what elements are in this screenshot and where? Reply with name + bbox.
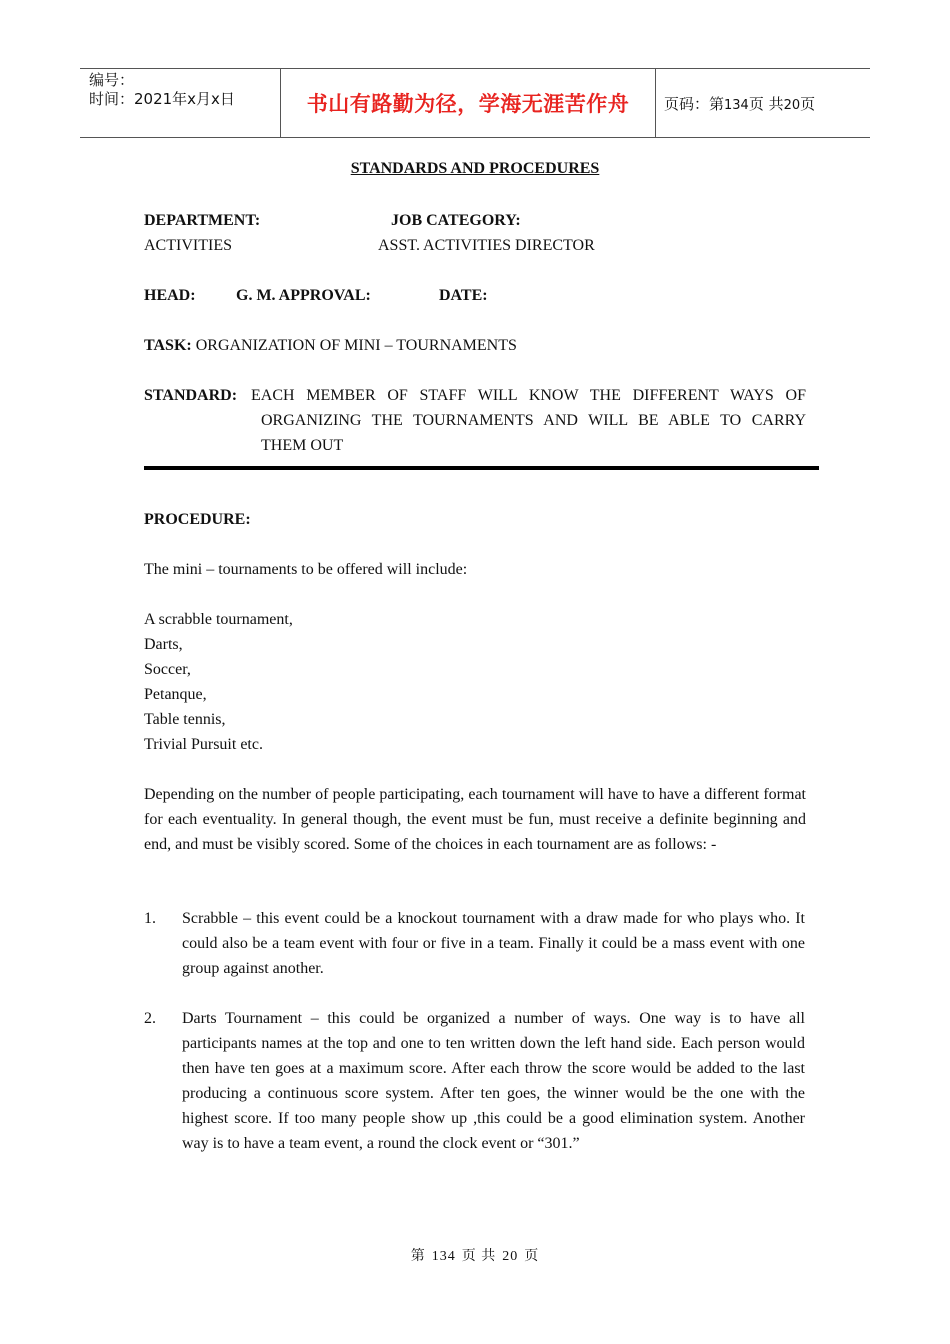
page-total: 20 [783, 97, 801, 113]
page-number: 134 [724, 97, 749, 113]
list-item: Petanque, [144, 686, 207, 703]
job-category-value: ASST. ACTIVITIES DIRECTOR [378, 237, 595, 254]
standard-line-1: EACH MEMBER OF STAFF WILL KNOW THE DIFFERENT WAYS OF [251, 387, 806, 404]
list-item: Table tennis, [144, 711, 226, 728]
footer-page: 134 [431, 1249, 456, 1264]
footer-suffix: 页 [524, 1249, 540, 1264]
time-label: 时间：2021年x月x日 [89, 90, 235, 108]
list-item: Soccer, [144, 661, 191, 678]
head-label: HEAD: [144, 287, 196, 304]
list-item: A scrabble tournament, [144, 611, 293, 628]
footer-mid: 页 共 [461, 1249, 497, 1264]
page-mid: 页 共 [748, 94, 784, 113]
footer-total: 20 [502, 1249, 519, 1264]
scrabble-item-text: Scrabble – this event could be a knockout tournament with a draw made for who plays who. It could also be a team event with four or five in a team. Finally it could be a mass event with one group against another. [182, 910, 805, 977]
format-paragraph: Depending on the number of people participating, each tournament will have to have a different format for each eventuality. In general though, the event must be fun, must receive a definite beginning and end, and must be visibly scored. Some of the choices in each tournament are as follows: - [144, 786, 806, 853]
header-motto-cell [280, 69, 656, 137]
item-number: 2. [144, 1010, 156, 1027]
page-footer [0, 1245, 950, 1265]
department-value: ACTIVITIES [144, 237, 232, 254]
header-page-cell [655, 69, 870, 137]
task-line [144, 333, 517, 358]
motto-text: 书山有路勤为径，学海无涯苦作舟 [306, 92, 630, 116]
standard-line-3: THEM OUT [261, 437, 344, 454]
task-value: ORGANIZATION OF MINI – TOURNAMENTS [195, 337, 517, 354]
list-item: Darts, [144, 636, 183, 653]
standard-line-2: ORGANIZING THE TOURNAMENTS AND WILL BE ABLE TO CARRY [261, 412, 806, 429]
procedure-label: PROCEDURE: [144, 511, 251, 528]
darts-item-text: Darts Tournament – this could be organized a number of ways. One way is to have all participants names at the top and one to ten written down the left hand side. Each person would then have ten goes at a maximum score. After each throw the score would be added to the last producing a continuous score system. After ten goes, the winner would be the one with the highest score. If too many people show up ,this could be a good elimination system. Another way is to have a team event, a round the clock event or “301.” [182, 1010, 805, 1152]
page-suffix: 页 [800, 94, 816, 113]
section-divider [144, 466, 819, 470]
page-prefix: 页码：第 [664, 94, 725, 113]
document-header [80, 68, 870, 138]
procedure-intro: The mini – tournaments to be offered will include: [144, 561, 468, 578]
list-item: Trivial Pursuit etc. [144, 736, 263, 753]
date-label: DATE: [439, 287, 488, 304]
footer-prefix: 第 [410, 1249, 426, 1264]
item-number: 1. [144, 910, 156, 927]
job-category-label: JOB CATEGORY: [391, 212, 521, 229]
gm-approval-label: G. M. APPROVAL: [236, 287, 371, 304]
task-label: TASK: [144, 337, 192, 354]
standard-label: STANDARD: [144, 387, 238, 404]
document-title: STANDARDS AND PROCEDURES [350, 160, 600, 177]
department-label: DEPARTMENT: [144, 212, 261, 229]
serial-number-label: 编号： [89, 71, 135, 89]
page-indicator [664, 93, 815, 114]
header-meta-cell [80, 69, 280, 137]
